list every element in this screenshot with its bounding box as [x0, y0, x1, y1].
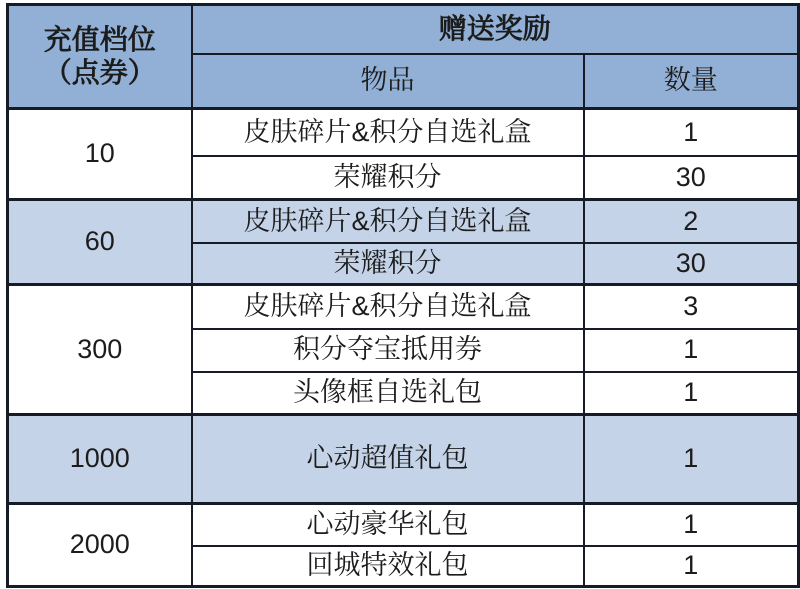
item-column-header: 物品 [192, 54, 584, 109]
group-2000-item-1-name: 回城特效礼包 [192, 546, 584, 587]
table-row [8, 415, 799, 504]
group-10-item-1-qty: 30 [584, 156, 799, 200]
recharge-rewards-table-wrapper [6, 3, 800, 588]
tier-1000-cell: 1000 [8, 415, 192, 504]
table-row [8, 200, 799, 243]
tier-column-header [8, 5, 192, 109]
group-60-item-1-name: 荣耀积分 [192, 243, 584, 285]
group-1000-item-0-name: 心动超值礼包 [192, 415, 584, 504]
qty-column-header: 数量 [584, 54, 799, 109]
tier-header-line2: （点券） [43, 56, 156, 88]
group-2000-item-0-name: 心动豪华礼包 [192, 504, 584, 546]
group-60-item-0-qty: 2 [584, 200, 799, 243]
group-10-item-0-name: 皮肤碎片&积分自选礼盒 [192, 109, 584, 156]
group-300-item-1-qty: 1 [584, 329, 799, 372]
table-row [8, 504, 799, 546]
group-10-item-1-name: 荣耀积分 [192, 156, 584, 200]
group-2000-item-0-qty: 1 [584, 504, 799, 546]
group-300-item-0-name: 皮肤碎片&积分自选礼盒 [192, 285, 584, 329]
tier-10-cell: 10 [8, 109, 192, 200]
group-2000-item-1-qty: 1 [584, 546, 799, 587]
tier-300-cell: 300 [8, 285, 192, 415]
group-300-item-2-name: 头像框自选礼包 [192, 372, 584, 415]
table-row [8, 285, 799, 329]
group-300-item-1-name: 积分夺宝抵用券 [192, 329, 584, 372]
group-300-item-2-qty: 1 [584, 372, 799, 415]
table-row [8, 109, 799, 156]
recharge-rewards-table [6, 3, 800, 588]
group-60-item-0-name: 皮肤碎片&积分自选礼盒 [192, 200, 584, 243]
group-1000-item-0-qty: 1 [584, 415, 799, 504]
group-300-item-0-qty: 3 [584, 285, 799, 329]
rewards-column-header: 赠送奖励 [192, 5, 799, 54]
tier-2000-cell: 2000 [8, 504, 192, 587]
group-60-item-1-qty: 30 [584, 243, 799, 285]
tier-60-cell: 60 [8, 200, 192, 285]
tier-header-line1: 充值档位 [43, 24, 156, 56]
group-10-item-0-qty: 1 [584, 109, 799, 156]
